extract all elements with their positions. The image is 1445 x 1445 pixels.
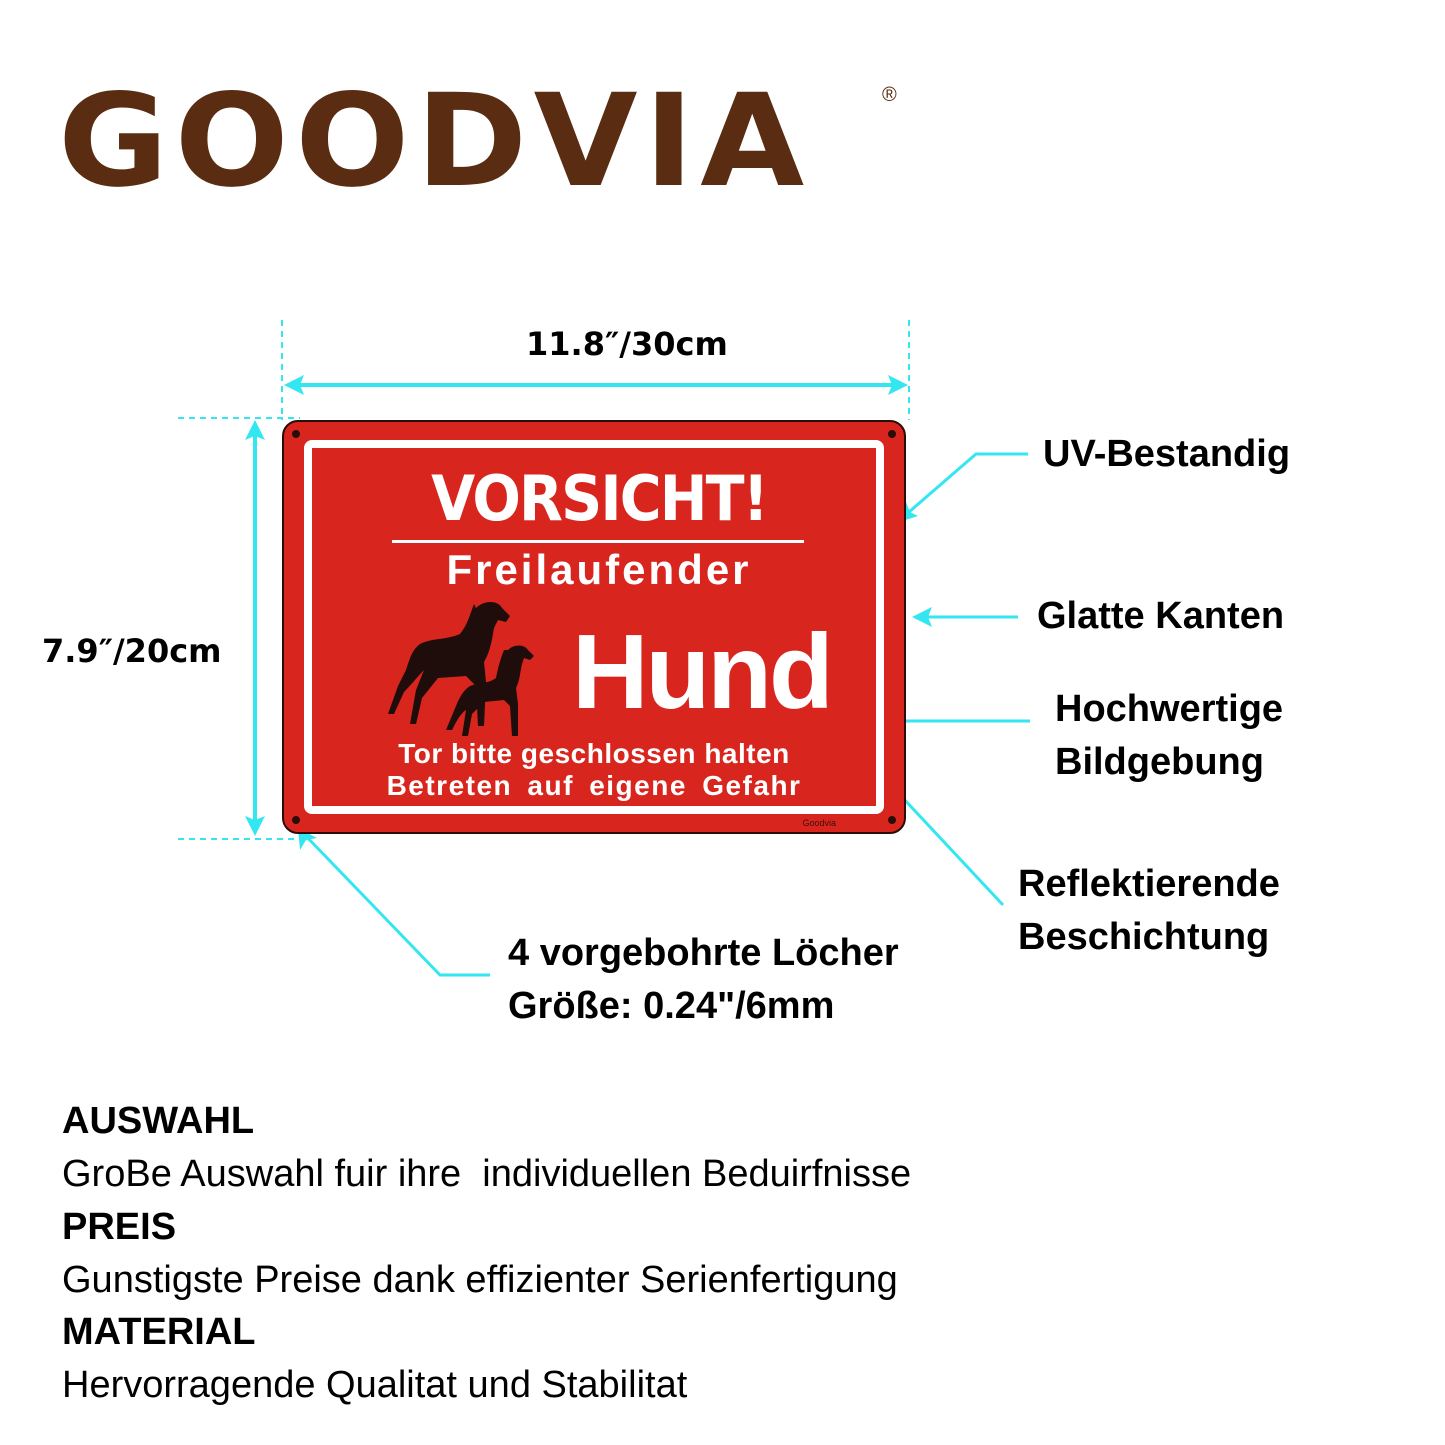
sign-maker-mark: Goodvia [802, 818, 836, 828]
sign-divider [392, 540, 804, 543]
feature-high-quality-imaging [1055, 683, 1283, 789]
two-dogs-silhouette-icon [358, 598, 538, 738]
feature-reflective-coating [1018, 858, 1280, 964]
section-heading-auswahl: AUSWAHL [62, 1100, 255, 1142]
feature-label-line: Größe: 0.24"/6mm [508, 985, 835, 1027]
section-heading-material: MATERIAL [62, 1311, 256, 1353]
section-heading-preis: PREIS [62, 1206, 177, 1248]
sign-main-word: Hund [572, 613, 831, 731]
mounting-hole-icon [888, 430, 896, 438]
warning-sign [282, 420, 906, 834]
sign-line-2: Betreten auf eigene Gefahr [386, 770, 802, 801]
sign-subtitle: Freilaufender [446, 546, 752, 593]
feature-uv-resistant: UV-Bestandig [1043, 433, 1291, 475]
sign-line-1: Tor bitte geschlossen halten [398, 738, 790, 769]
feature-label-line: Bildgebung [1055, 741, 1264, 783]
registered-mark: ® [882, 84, 897, 106]
sign-title: VORSICHT! [431, 462, 767, 535]
feature-pre-drilled-holes [508, 927, 899, 1033]
feature-label-line: Beschichtung [1018, 916, 1270, 958]
feature-label-line: 4 vorgebohrte Löcher [508, 932, 899, 974]
mounting-hole-icon [292, 816, 300, 824]
brand-logo: GOODVIA [58, 67, 811, 216]
section-text-material: Hervorragende Qualitat und Stabilitat [62, 1364, 688, 1406]
mounting-hole-icon [292, 430, 300, 438]
feature-label-line: Reflektierende [1018, 863, 1280, 905]
section-text-auswahl: GroBe Auswahl fuir ihre individuellen Beduirfnisse [62, 1153, 912, 1195]
mounting-hole-icon [888, 816, 896, 824]
width-dimension-label: 11.8″/30cm [526, 325, 728, 363]
feature-smooth-edges: Glatte Kanten [1037, 595, 1285, 637]
feature-label-line: Hochwertige [1055, 688, 1284, 730]
height-dimension-label: 7.9″/20cm [42, 632, 222, 670]
section-text-preis: Gunstigste Preise dank effizienter Serienfertigung [62, 1259, 898, 1301]
